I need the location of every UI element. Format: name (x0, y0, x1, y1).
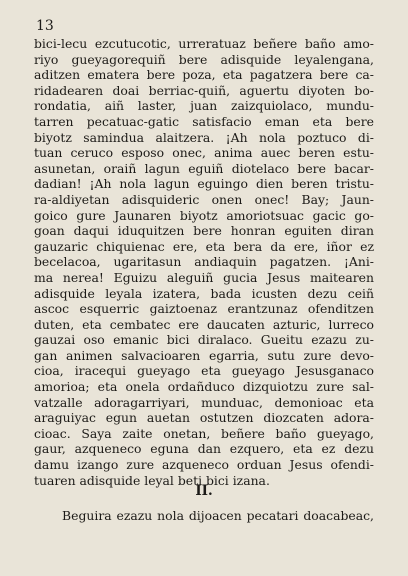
text-line: becelacoa, ugaritasun andiaquin pagatzen. ¡Ani- (34, 254, 374, 270)
text-line: dadian! ¡Ah nola lagun eguingo dien beren tristu- (34, 176, 374, 192)
text-line: goan daqui iduquitzen bere honran eguiten diran (34, 223, 374, 239)
text-line: tuaren adisquide leyal beti bici izana. (34, 472, 270, 488)
text-line: adisquide leyala izatera, bada icusten dezu ceiñ (34, 285, 374, 301)
page-number: 13 (36, 18, 54, 34)
text-line: gauzaric chiquienac ere, eta bera da ere, iñor ez (34, 238, 374, 254)
text-line: asunetan, oraiñ lagun eguiñ diotelaco bere bacar- (34, 160, 374, 176)
text-line: araguiyac egun auetan ostutzen diozcaten adora- (34, 410, 374, 426)
continuation-line: Beguira ezazu nola dijoacen pecatari doacabeac, (62, 508, 374, 523)
text-line: rondatia, aiñ laster, juan zaizquiolaco, mundu- (34, 98, 374, 114)
text-line: tuan ceruco esposo onec, anima auec beren estu- (34, 145, 374, 161)
text-line: cioa, iracequi gueyago eta gueyago Jesusganaco (34, 363, 374, 379)
text-line: tarren pecatuac-gatic satisfacio eman eta bere (34, 113, 374, 129)
text-line: vatzalle adoragarriyari, munduac, demonioac eta (34, 394, 374, 410)
text-line: damu izango zure azqueneco orduan Jesus ofendi- (34, 457, 374, 473)
text-line: bici-lecu ezcutucotic, urreratuaz beñere baño amo- (34, 36, 374, 51)
text-line: ma nerea! Eguizu aleguiñ gucia Jesus maitearen (34, 269, 374, 285)
text-line: aditzen ematera bere poza, eta pagatzera bere ca- (34, 67, 374, 83)
text-line: ra-aldiyetan adisquideric onen onec! Bay; Jaun- (34, 191, 374, 207)
text-line: ridadearen doai berriac-quiñ, aguertu diyoten bo- (34, 82, 374, 98)
text-line: gauzai oso emanic bici diralaco. Gueitu ezazu zu- (34, 332, 374, 348)
text-line: amorioa; eta onela ordañduco dizquiotzu zure sal- (34, 379, 374, 395)
text-line: gan animen salvacioaren egarria, sutu zure devo- (34, 347, 374, 363)
text-line: duten, eta cembatec ere daucaten azturic, lurreco (34, 316, 374, 332)
section-heading: II. (195, 483, 213, 499)
body-text (34, 36, 374, 488)
text-line: riyo gueyagorequiñ bere adisquide leyalengana, (34, 51, 374, 67)
text-line: ascoc esquerric gaiztoenaz erantzunaz ofenditzen (34, 301, 374, 317)
text-line: cioac. Saya zaite onetan, beñere baño gueyago, (34, 425, 374, 441)
text-line: gaur, azqueneco eguna dan ezquero, eta ez dezu (34, 441, 374, 457)
text-line: goico gure Jaunaren biyotz amoriotsuac gacic go- (34, 207, 374, 223)
text-line: biyotz samindua alaitzera. ¡Ah nola poztuco di- (34, 129, 374, 145)
